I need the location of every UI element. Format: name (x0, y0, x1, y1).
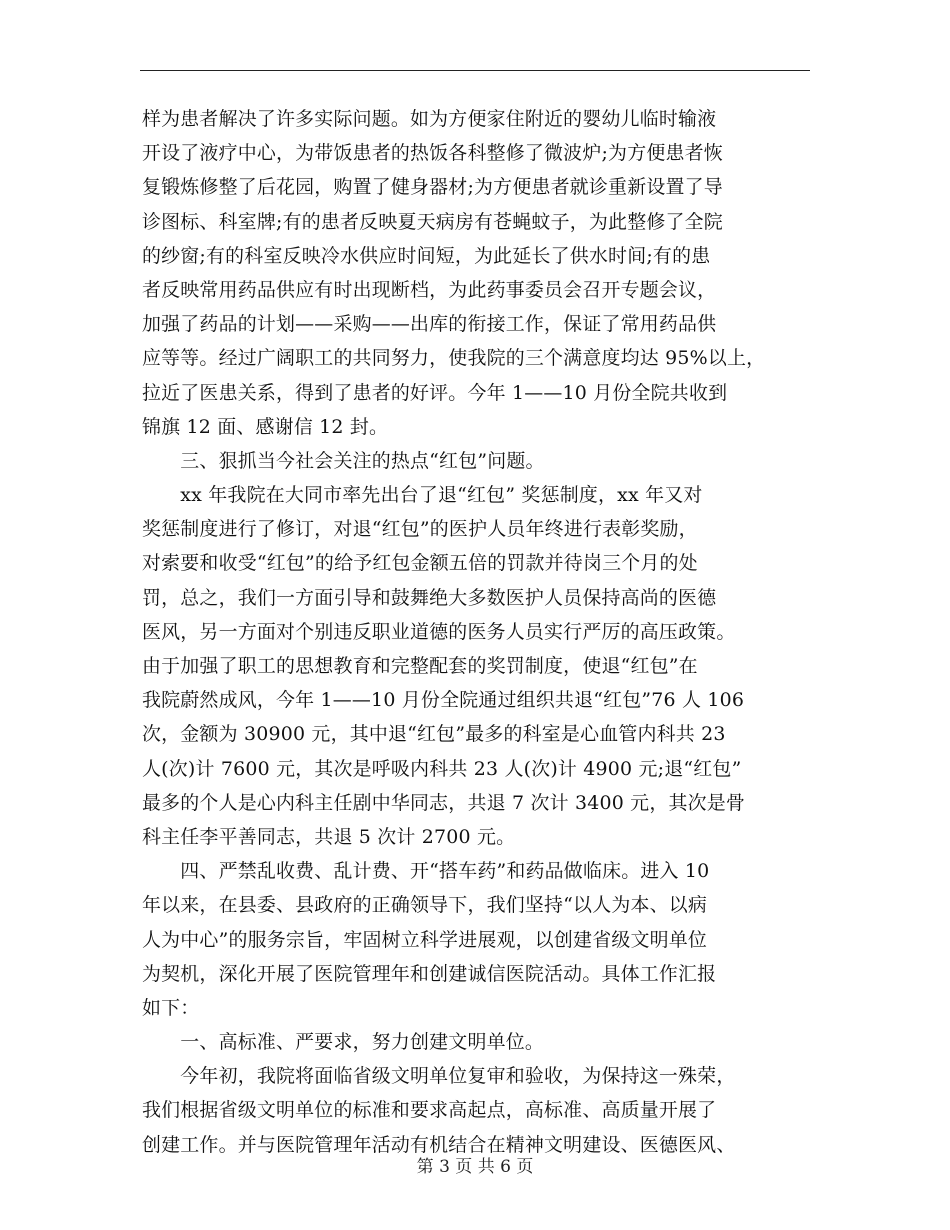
text-line: 样为患者解决了许多实际问题。如为方便家住附近的婴幼儿临时输液 (142, 108, 717, 130)
text-line: 复锻炼修整了后花园，购置了健身器材;为方便患者就诊重新设置了导 (142, 176, 723, 199)
text-line: 奖惩制度进行了修订，对退“红包”的医护人员年终进行表彰奖励， (142, 518, 698, 541)
body-text (142, 102, 822, 1162)
text-line: 拉近了医患关系，得到了患者的好评。今年 1——10 月份全院共收到 (142, 381, 728, 404)
text-line: 人为中心”的服务宗旨，牢固树立科学进展观，以创建省级文明单位 (142, 928, 708, 951)
page-footer: 第 3 页 共 6 页 (416, 1157, 534, 1177)
text-line: 者反映常用药品供应有时出现断档，为此药事委员会召开专题会议， (142, 278, 717, 301)
text-line: 三、狠抓当今社会关注的热点“红包”问题。 (142, 449, 545, 472)
text-line: 最多的个人是心内科主任剧中华同志，共退 7 次计 3400 元，其次是骨 (142, 791, 746, 814)
text-line: 医风，另一方面对个别违反职业道德的医务人员实行严厉的高压政策。 (142, 620, 736, 643)
header-rule (140, 70, 810, 71)
text-line: xx 年我院在大同市率先出台了退“红包” 奖惩制度，xx 年又对 (142, 484, 703, 507)
text-line: 应等等。经过广阔职工的共同努力，使我院的三个满意度均达 95%以上， (142, 347, 766, 370)
text-line: 由于加强了职工的思想教育和完整配套的奖罚制度，使退“红包”在 (142, 655, 698, 677)
text-line: 我院蔚然成风，今年 1——10 月份全院通过组织共退“红包”76 人 106 (142, 689, 745, 712)
text-line: 的纱窗;有的科室反映冷水供应时间短，为此延长了供水时间;有的患 (142, 244, 711, 267)
text-line: 次，金额为 30900 元，其中退“红包”最多的科室是心血管内科共 23 (142, 723, 726, 746)
text-line: 罚，总之，我们一方面引导和鼓舞绝大多数医护人员保持高尚的医德 (142, 586, 717, 609)
text-line: 四、严禁乱收费、乱计费、开“搭车药”和药品做临床。进入 10 (142, 860, 710, 883)
text-line: 为契机，深化开展了医院管理年和创建诚信医院活动。具体工作汇报 (142, 962, 717, 985)
text-line: 如下： (142, 996, 200, 1019)
text-line: 对索要和收受“红包”的给予红包金额五倍的罚款并待岗三个月的处 (142, 552, 698, 575)
text-line: 我们根据省级文明单位的标准和要求高起点，高标准、高质量开展了 (142, 1099, 717, 1122)
text-line: 一、高标准、严要求，努力创建文明单位。 (142, 1031, 545, 1054)
text-line: 创建工作。并与医院管理年活动有机结合在精神文明建设、医德医风、 (142, 1133, 736, 1156)
text-line: 开设了液疗中心，为带饭患者的热饭各科整修了微波炉;为方便患者恢 (142, 142, 723, 165)
text-line: 锦旗 12 面、感谢信 12 封。 (142, 415, 389, 438)
text-line: 今年初，我院将面临省级文明单位复审和验收，为保持这一殊荣， (142, 1065, 736, 1088)
text-line: 诊图标、科室牌;有的患者反映夏天病房有苍蝇蚊子，为此整修了全院 (142, 210, 723, 233)
text-line: 科主任李平善同志，共退 5 次计 2700 元。 (142, 825, 516, 848)
text-line: 人(次)计 7600 元，其次是呼吸内科共 23 人(次)计 4900 元;退“红包” (142, 757, 742, 780)
text-line: 加强了药品的计划——采购——出库的衔接工作，保证了常用药品供 (142, 313, 717, 336)
text-line: 年以来，在县委、县政府的正确领导下，我们坚持“以人为本、以病 (142, 894, 708, 917)
